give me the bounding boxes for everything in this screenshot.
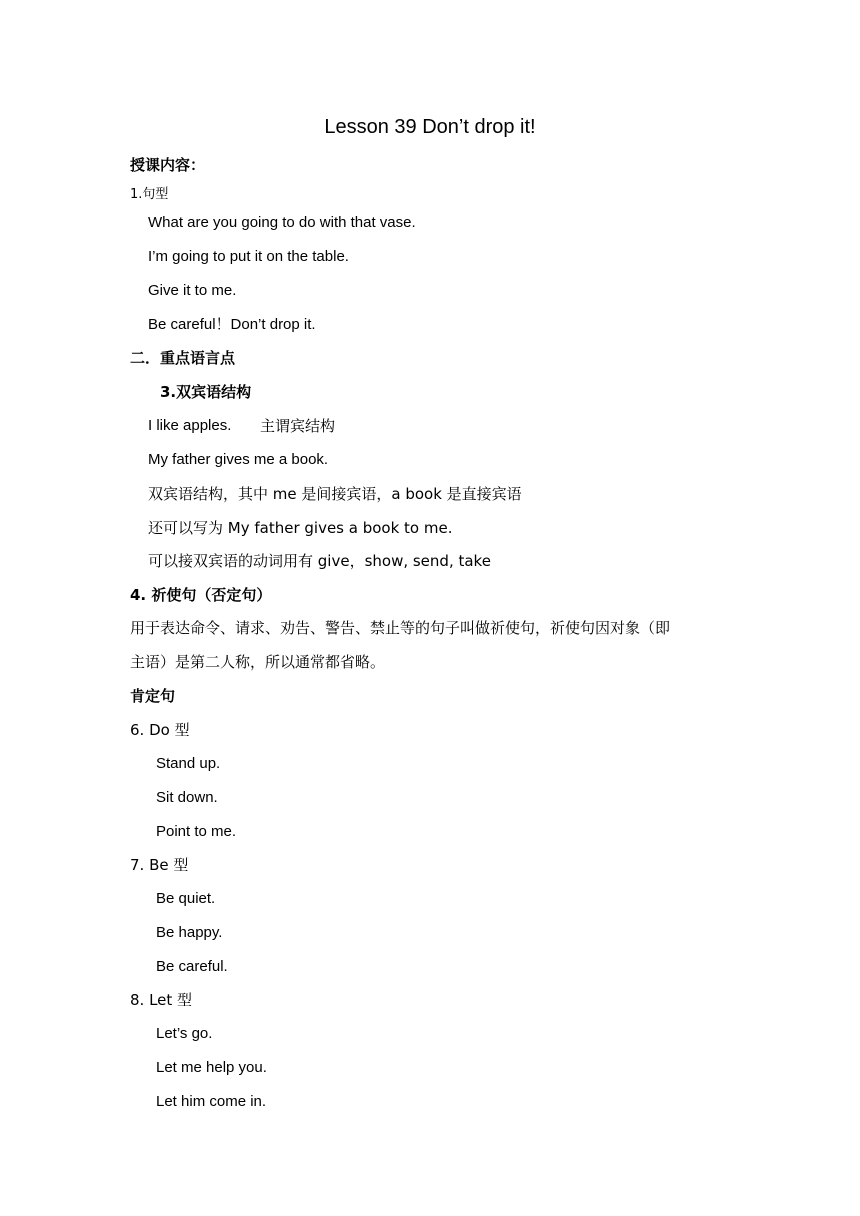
type-example: Let’s go. [156,1025,213,1042]
type-example: Sit down. [156,789,218,806]
paragraph-line: 用于表达命令、请求、劝告、警告、禁止等的句子叫做祈使句，祈使句因对象（即 [130,619,671,637]
sub-heading-double-object: 3.双宾语结构 [160,383,252,401]
section-heading-imperative: 4. 祈使句（否定句） [130,586,272,604]
type-label-let: 8. Let 型 [130,991,193,1009]
alt-form-line: 还可以写为 My father gives a book to me. [148,519,453,537]
type-example: Be careful. [156,958,228,975]
example-note: 主谓宾结构 [260,417,336,435]
example-line: I like apples. [148,417,232,434]
type-example: Point to me. [156,823,237,840]
paragraph-line: 主语）是第二人称，所以通常都省略。 [130,653,386,671]
sub-heading-sentence-patterns: 1.句型 [130,187,169,202]
sentence-line: What are you going to do with that vase. [148,214,416,231]
page-title: Lesson 39 Don’t drop it! [324,116,536,138]
affirmative-heading: 肯定句 [130,687,176,705]
example-line: My father gives me a book. [148,451,329,468]
type-label-do: 6. Do 型 [130,721,190,739]
type-example: Stand up. [156,755,221,772]
sentence-line: Give it to me. [148,282,237,299]
type-example: Let me help you. [156,1059,267,1076]
sentence-line: Be careful！Don’t drop it. [148,316,316,333]
verbs-line: 可以接双宾语的动词用有 give，show, send, take [148,552,491,570]
type-example: Be quiet. [156,890,216,907]
type-label-be: 7. Be 型 [130,856,189,874]
explanation-line: 双宾语结构，其中 me 是间接宾语，a book 是直接宾语 [148,485,522,503]
type-example: Be happy. [156,924,223,941]
section-heading-key-points: 二．重点语言点 [130,349,236,367]
section-heading-content: 授课内容： [130,156,206,174]
type-example: Let him come in. [156,1093,267,1110]
sentence-line: I’m going to put it on the table. [148,248,349,265]
